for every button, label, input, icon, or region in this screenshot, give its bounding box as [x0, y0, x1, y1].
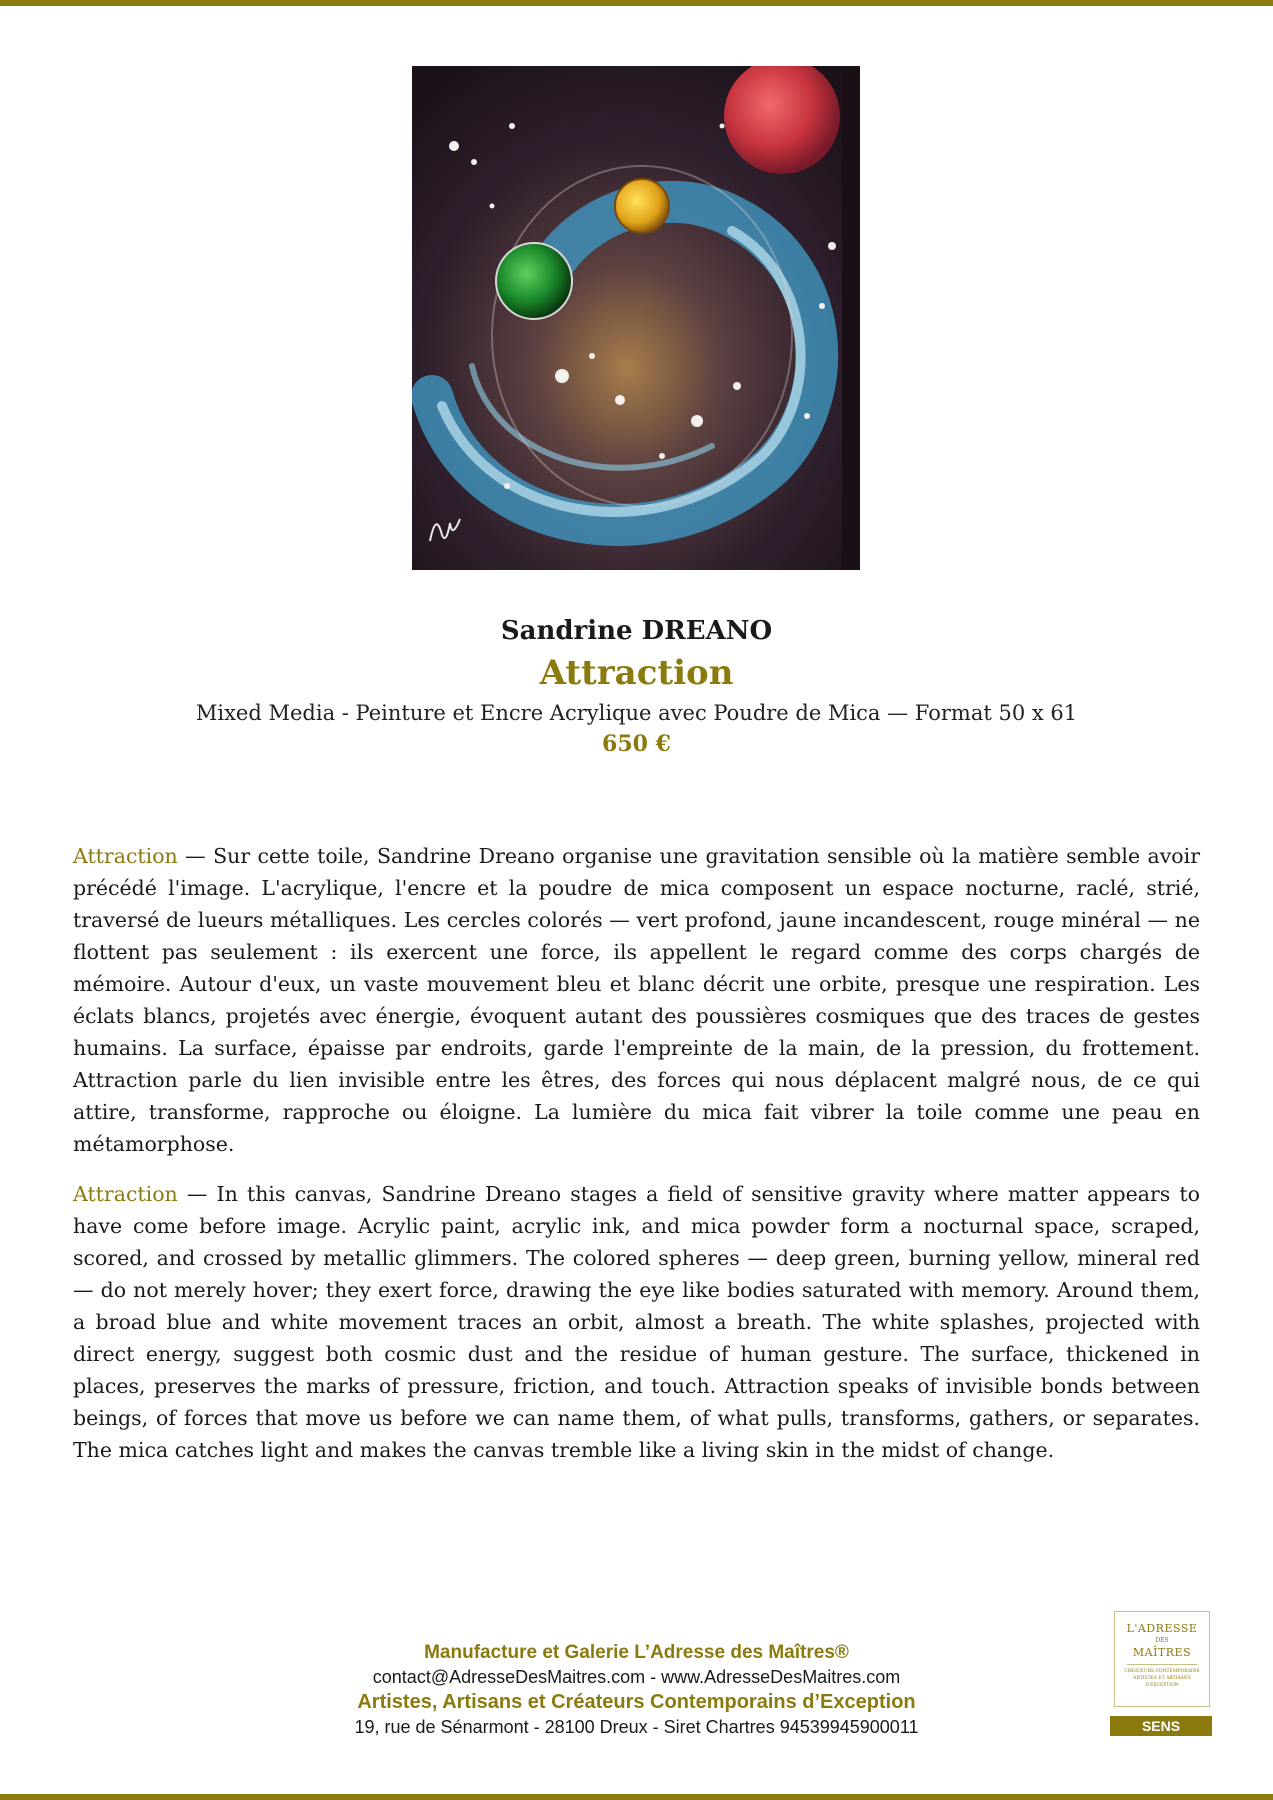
artwork-price: 650 €: [602, 731, 671, 757]
artwork-medium: Mixed Media - Peinture et Encre Acrylique avec Poudre de Mica — Format 50 x 61: [195, 701, 1078, 725]
description-fr-text: — Sur cette toile, Sandrine Dreano organise une gravitation sensible où la matière semble avoir précédé l'image. L'acrylique, l'encre et la poudre de mica composent un espace nocturne, raclé, strié, traversé de lueurs métalliques. Les cercles colorés — vert profond, jaune incandescent, rouge minéral — ne flottent pas seulement : ils exercent une force, ils appellent le regard comme des corps chargés de mémoire. Autour d'eux, un vaste mouvement bleu et blanc décrit une orbite, presque une respiration. Les éclats blancs, projetés avec énergie, évoquent autant des poussières cosmiques que des traces de gestes humains. La surface, épaisse par endroits, garde l'empreinte de la main, de la pression, du frottement. Attraction parle du lien invisible entre les êtres, des forces qui nous déplacent malgré nous, de ce qui attire, transforme, rapproche ou éloigne. La lumière du mica fait vibrer la toile comme une peau en métamorphose.: [73, 844, 1200, 1156]
description-section: [73, 840, 1200, 1484]
painting-illustration: [412, 66, 860, 570]
description-en-lead: Attraction: [73, 1182, 178, 1206]
artist-name: Sandrine DREANO: [500, 616, 773, 646]
top-accent-bar: [0, 0, 1273, 6]
footer-contact: contact@AdresseDesMaitres.com - www.AdresseDesMaitres.com: [372, 1667, 901, 1687]
footer-tagline: Artistes, Artisans et Créateurs Contemporains d’Exception: [357, 1691, 916, 1713]
description-fr: [73, 840, 1200, 1160]
artwork-title: Attraction: [539, 653, 734, 693]
logo-line-2: DES: [1155, 1637, 1169, 1644]
logo-line-3: MAÎTRES: [1132, 1646, 1192, 1659]
logo-line-1: L'ADRESSE: [1126, 1622, 1198, 1635]
description-fr-lead: Attraction: [73, 844, 178, 868]
artwork-image: [412, 66, 860, 570]
footer: [200, 1640, 1073, 1739]
bottom-accent-bar: [0, 1794, 1273, 1800]
logo-rule: [1127, 1664, 1197, 1665]
description-en-text: — In this canvas, Sandrine Dreano stages a field of sensitive gravity where matter appears to have come before image. Acrylic paint, acrylic ink, and mica powder form a nocturnal space, scraped, scored, and crossed by metallic glimmers. The colored spheres — deep green, burning yellow, mineral red — do not merely hover; they exert force, drawing the eye like bodies saturated with memory. Around them, a broad blue and white movement traces an orbit, almost a breath. The white splashes, projected with direct energy, suggest both cosmic dust and the residue of human gesture. The surface, thickened in places, preserves the marks of pressure, friction, and touch. Attraction speaks of invisible bonds between beings, of forces that move us before we can name them, of what pulls, transforms, gathers, or separates. The mica catches light and makes the canvas tremble like a living skin in the midst of change.: [73, 1182, 1200, 1462]
sens-badge: SENS: [1110, 1716, 1212, 1736]
gallery-logo: [1114, 1611, 1210, 1707]
footer-address: 19, rue de Sénarmont - 28100 Dreux - Siret Chartres 94539945900011: [354, 1717, 919, 1737]
description-en: [73, 1178, 1200, 1466]
logo-line-4: CRÉATEURS CONTEMPORAINS ARTISTES ET ARTISANS D'EXCEPTION: [1124, 1669, 1200, 1688]
footer-gallery: Manufacture et Galerie L’Adresse des Maîtres®: [424, 1642, 849, 1663]
artwork-header: [0, 612, 1273, 760]
